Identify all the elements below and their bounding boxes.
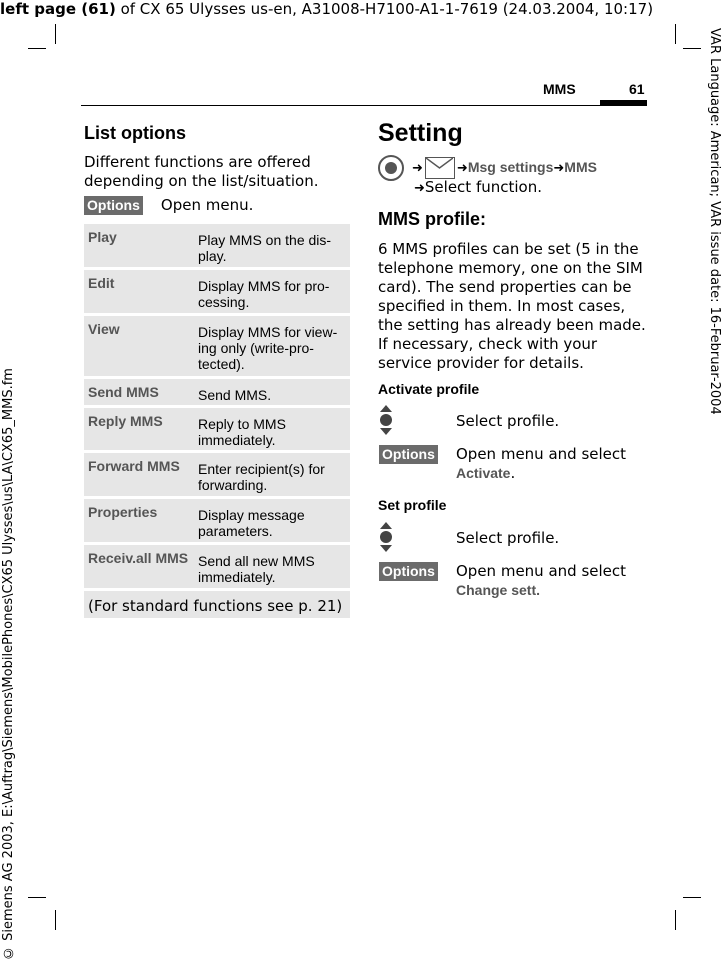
select-function-text: Select function.	[424, 178, 542, 196]
nav-key-icon	[378, 155, 404, 181]
table-row	[84, 270, 350, 313]
arrow-icon: ➜	[553, 161, 565, 176]
side-text-right: VAR Language: American; VAR issue date: 16-Februar-2004	[707, 28, 722, 415]
mms-profile-text: 6 MMS profiles can be set (5 in the telephone memory, one on the SIM card). The send properties can be specified in them. In most cases, the setting has already been made. If necessary, check with your service provider for details.	[378, 240, 646, 372]
table-value: Display MMS for view-ing only (write-pro-tected).	[198, 324, 338, 372]
menu-path-line2	[414, 178, 542, 196]
table-value: Reply to MMS immediately.	[198, 416, 286, 448]
nav-up-down-icon	[379, 405, 393, 437]
options-softkey: Options	[379, 562, 438, 581]
table-row	[84, 499, 350, 542]
set-profile-heading: Set profile	[378, 497, 447, 513]
set-options-row	[379, 561, 438, 581]
header-section: MMS	[543, 81, 576, 97]
table-key: Properties	[88, 504, 158, 520]
arrow-icon: ➜	[414, 181, 425, 196]
table-row	[84, 453, 350, 496]
list-options-heading: List options	[84, 123, 186, 143]
options-table	[84, 224, 350, 618]
crop-mark	[28, 897, 46, 898]
crop-mark	[28, 48, 46, 49]
options-softkey: Options	[84, 196, 143, 215]
mms-profile-heading: MMS profile:	[378, 209, 486, 229]
header-tick	[600, 100, 647, 105]
arrow-icon: ➜	[412, 161, 423, 176]
arrow-icon: ➜	[456, 161, 468, 176]
table-row	[84, 379, 350, 405]
table-value: Send all new MMS immediately.	[198, 553, 315, 585]
options-softkey: Options	[379, 445, 438, 464]
menu-item-activate: Activate	[456, 465, 511, 481]
table-key: Edit	[88, 275, 115, 291]
activate-desc-end: .	[510, 464, 516, 482]
crop-mark	[675, 24, 676, 44]
crop-mark	[675, 910, 676, 930]
side-text-left: © Siemens AG 2003, E:\Auftrag\Siemens\MobilePhones\CX65 Ulysses\us\LA\CX65_MMS.fm	[1, 368, 16, 960]
crop-mark	[683, 48, 701, 49]
table-value: Enter recipient(s) for forwarding.	[198, 461, 325, 493]
options-desc: Open menu.	[160, 196, 254, 214]
menu-item-mms: MMS	[564, 159, 597, 175]
crop-mark	[55, 24, 56, 44]
nav-up-down-icon	[379, 522, 393, 554]
table-key: Play	[88, 229, 117, 245]
table-key: Send MMS	[88, 384, 159, 400]
activate-nav-text: Select profile.	[456, 412, 560, 430]
envelope-icon	[425, 157, 455, 179]
table-value: Display message parameters.	[198, 507, 305, 539]
setting-heading: Setting	[378, 119, 463, 147]
menu-item-msg-settings: Msg settings	[467, 159, 554, 175]
header-rule	[81, 105, 647, 106]
set-desc	[456, 562, 646, 600]
activate-options-row	[379, 444, 438, 464]
table-row	[84, 316, 350, 376]
activate-profile-heading: Activate profile	[378, 381, 480, 397]
table-row	[84, 224, 350, 267]
table-value: Display MMS for pro-cessing.	[198, 278, 330, 310]
set-desc-text: Open menu and select	[456, 562, 627, 580]
table-key: View	[88, 321, 120, 337]
table-value: Send MMS.	[198, 387, 272, 403]
activate-desc-text: Open menu and select	[456, 445, 627, 463]
table-row	[84, 408, 350, 450]
crop-mark	[55, 910, 56, 930]
slug-bold: left page (61)	[0, 0, 116, 18]
slug-rest: of CX 65 Ulysses us-en, A31008-H7100-A1-1-7619 (24.03.2004, 10:17)	[115, 0, 654, 18]
table-row	[84, 545, 350, 588]
list-options-intro: Different functions are offered depending on the list/situation.	[84, 153, 319, 190]
crop-mark	[683, 897, 701, 898]
table-key: Reply MMS	[88, 413, 163, 429]
table-key: Receiv.all MMS	[88, 550, 189, 566]
table-footer: (For standard functions see p. 21)	[84, 591, 350, 618]
page-number: 61	[629, 81, 645, 97]
activate-desc	[456, 445, 646, 483]
menu-item-change-sett: Change sett.	[456, 582, 541, 598]
table-key: Forward MMS	[88, 458, 180, 474]
table-value: Play MMS on the dis-play.	[198, 232, 332, 264]
page-slug	[0, 0, 653, 18]
set-nav-text: Select profile.	[456, 529, 560, 547]
options-row	[84, 196, 253, 215]
